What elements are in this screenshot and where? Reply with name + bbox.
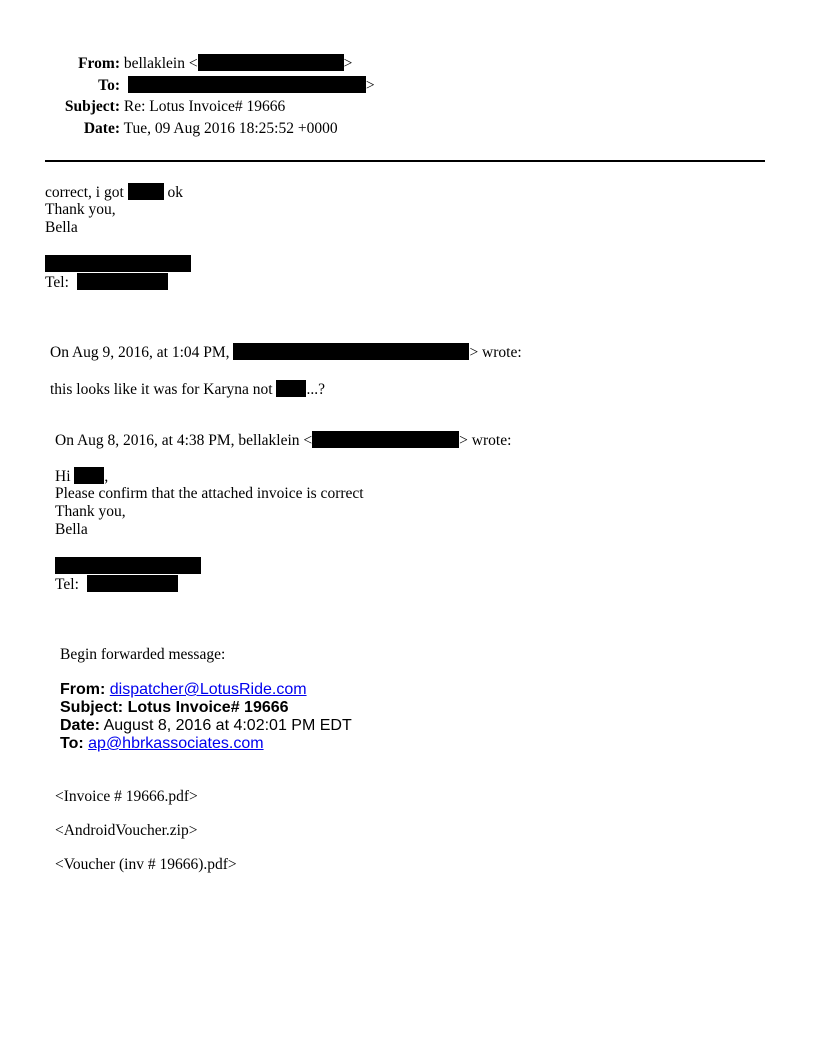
greeting-text: Hi: [55, 468, 71, 485]
date-label: Date:: [83, 120, 120, 137]
header-divider: [45, 160, 765, 162]
redaction-box: [233, 343, 469, 360]
quote1-body: [50, 380, 325, 399]
forwarded-to-label: To:: [60, 735, 84, 752]
quote2-body: Please confirm that the attached invoice is correct: [55, 485, 364, 502]
redaction-box: [128, 76, 366, 93]
forwarded-begin: Begin forwarded message:: [60, 646, 226, 663]
header-subject-row: [0, 98, 285, 116]
quote2-thanks: Thank you,: [55, 503, 126, 520]
attachment-item[interactable]: <AndroidVoucher.zip>: [55, 822, 198, 839]
quote1-intro: [50, 343, 522, 362]
quote-intro-text: On Aug 9, 2016, at 1:04 PM,: [50, 344, 230, 361]
quote-body-text: ...?: [306, 381, 325, 398]
reply-line-1: [45, 183, 183, 202]
forwarded-date-value: August 8, 2016 at 4:02:01 PM EDT: [103, 717, 352, 734]
forwarded-to-row: [60, 735, 264, 753]
forwarded-subject-value: Lotus Invoice# 19666: [127, 699, 289, 716]
reply-signature-name: Bella: [45, 219, 78, 236]
header-from-row: [0, 54, 352, 73]
forwarded-from-row: [60, 681, 307, 699]
quote2-intro: [55, 431, 511, 450]
quote2-greeting: [55, 467, 108, 486]
forwarded-date-row: [60, 717, 352, 735]
to-label: To:: [98, 77, 120, 94]
from-value: bellaklein <: [123, 55, 198, 72]
redaction-box: [45, 255, 191, 272]
redaction-box: [55, 557, 201, 574]
forwarded-from-link[interactable]: dispatcher@LotusRide.com: [109, 681, 307, 698]
forwarded-subject-label: Subject:: [60, 699, 124, 716]
reply-text: ok: [167, 184, 184, 201]
tel-label: Tel:: [45, 274, 69, 291]
quote2-signature-name: Bella: [55, 521, 88, 538]
redaction-box: [77, 273, 168, 290]
redaction-box: [74, 467, 104, 484]
reply-text: correct, i got: [45, 184, 124, 201]
tel-label: Tel:: [55, 576, 79, 593]
header-to-row: [0, 76, 375, 95]
redaction-box: [312, 431, 459, 448]
quote-intro-text: On Aug 8, 2016, at 4:38 PM, bellaklein <: [55, 432, 313, 449]
forwarded-to-link[interactable]: ap@hbrkassociates.com: [88, 735, 264, 752]
subject-value: Re: Lotus Invoice# 19666: [123, 98, 286, 115]
to-close: >: [365, 77, 375, 94]
redaction-box: [87, 575, 178, 592]
date-value: Tue, 09 Aug 2016 18:25:52 +0000: [123, 120, 338, 137]
reply-thanks: Thank you,: [45, 201, 116, 218]
header-date-row: [0, 120, 338, 138]
redaction-box: [128, 183, 164, 200]
redaction-box: [198, 54, 344, 71]
redaction-box: [276, 380, 306, 397]
subject-label: Subject:: [64, 98, 120, 115]
reply-tel: [45, 273, 168, 292]
forwarded-subject-row: [60, 699, 289, 717]
quote-intro-text: > wrote:: [469, 344, 522, 361]
forwarded-from-label: From:: [60, 681, 106, 698]
quote-body-text: this looks like it was for Karyna not: [50, 381, 273, 398]
quote-intro-text: > wrote:: [459, 432, 512, 449]
quote2-tel: [55, 575, 178, 594]
greeting-text: ,: [104, 468, 109, 485]
attachment-item[interactable]: <Invoice # 19666.pdf>: [55, 788, 198, 805]
forwarded-date-label: Date:: [60, 717, 101, 734]
attachment-item[interactable]: <Voucher (inv # 19666).pdf>: [55, 856, 237, 873]
from-close: >: [343, 55, 353, 72]
from-label: From:: [78, 55, 120, 72]
